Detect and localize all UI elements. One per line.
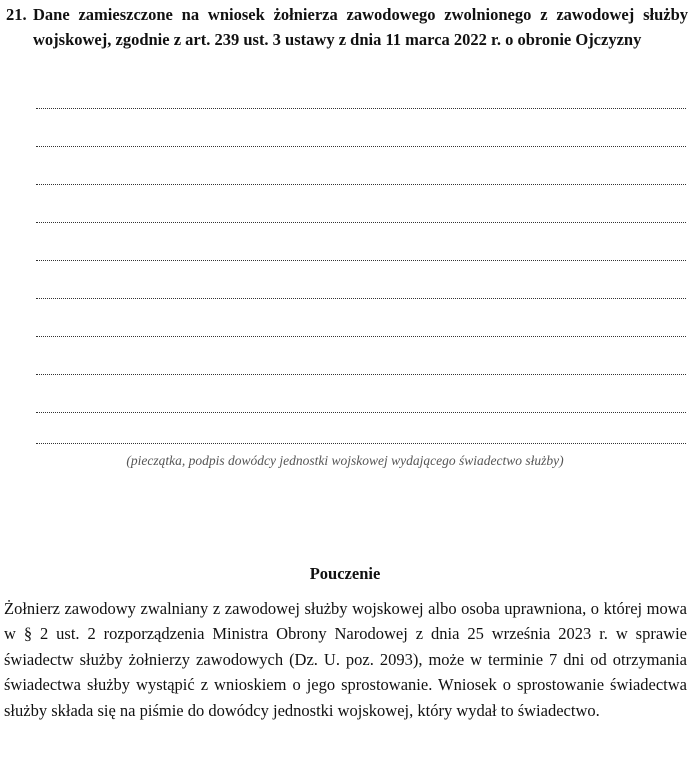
fill-in-line-5[interactable] (36, 258, 686, 261)
signature-caption: (pieczątka, podpis dowódcy jednostki wojskowej wydającego świadectwo służby) (126, 453, 564, 468)
section-number: 21. (6, 5, 27, 24)
notice-heading: Pouczenie (309, 564, 381, 583)
fill-in-line-7[interactable] (36, 334, 686, 337)
fill-in-line-4[interactable] (36, 220, 686, 223)
section-title: Dane zamieszczone na wniosek żołnierza zawodowego zwolnionego z zawodowej służby wojskowej, zgodnie z art. 239 ust. 3 ustawy z dnia 11 marca 2022 r. o obronie Ojczyzny (33, 5, 688, 49)
notice-body: Żołnierz zawodowy zwalniany z zawodowej służby wojskowej albo osoba uprawniona, o której mowa w § 2 ust. 2 rozporządzenia Ministra Obrony Narodowej z dnia 25 września 2023 r. w sprawie świadectw służby żołnierzy zawodowych (Dz. U. poz. 2093), może w terminie 7 dni od otrzymania świadectwa służby wystąpić z wnioskiem o jego sprostowanie. Wniosek o sprostowanie świadectwa służby składa się na piśmie do dowódcy jednostki wojskowej, który wydał to świadectwo. (4, 599, 687, 720)
signature-line[interactable] (36, 441, 686, 444)
fill-in-line-2[interactable] (36, 144, 686, 147)
fill-in-line-3[interactable] (36, 182, 686, 185)
fill-in-line-6[interactable] (36, 296, 686, 299)
fill-in-line-8[interactable] (36, 372, 686, 375)
fill-in-line-9[interactable] (36, 410, 686, 413)
fill-in-line-1[interactable] (36, 106, 686, 109)
